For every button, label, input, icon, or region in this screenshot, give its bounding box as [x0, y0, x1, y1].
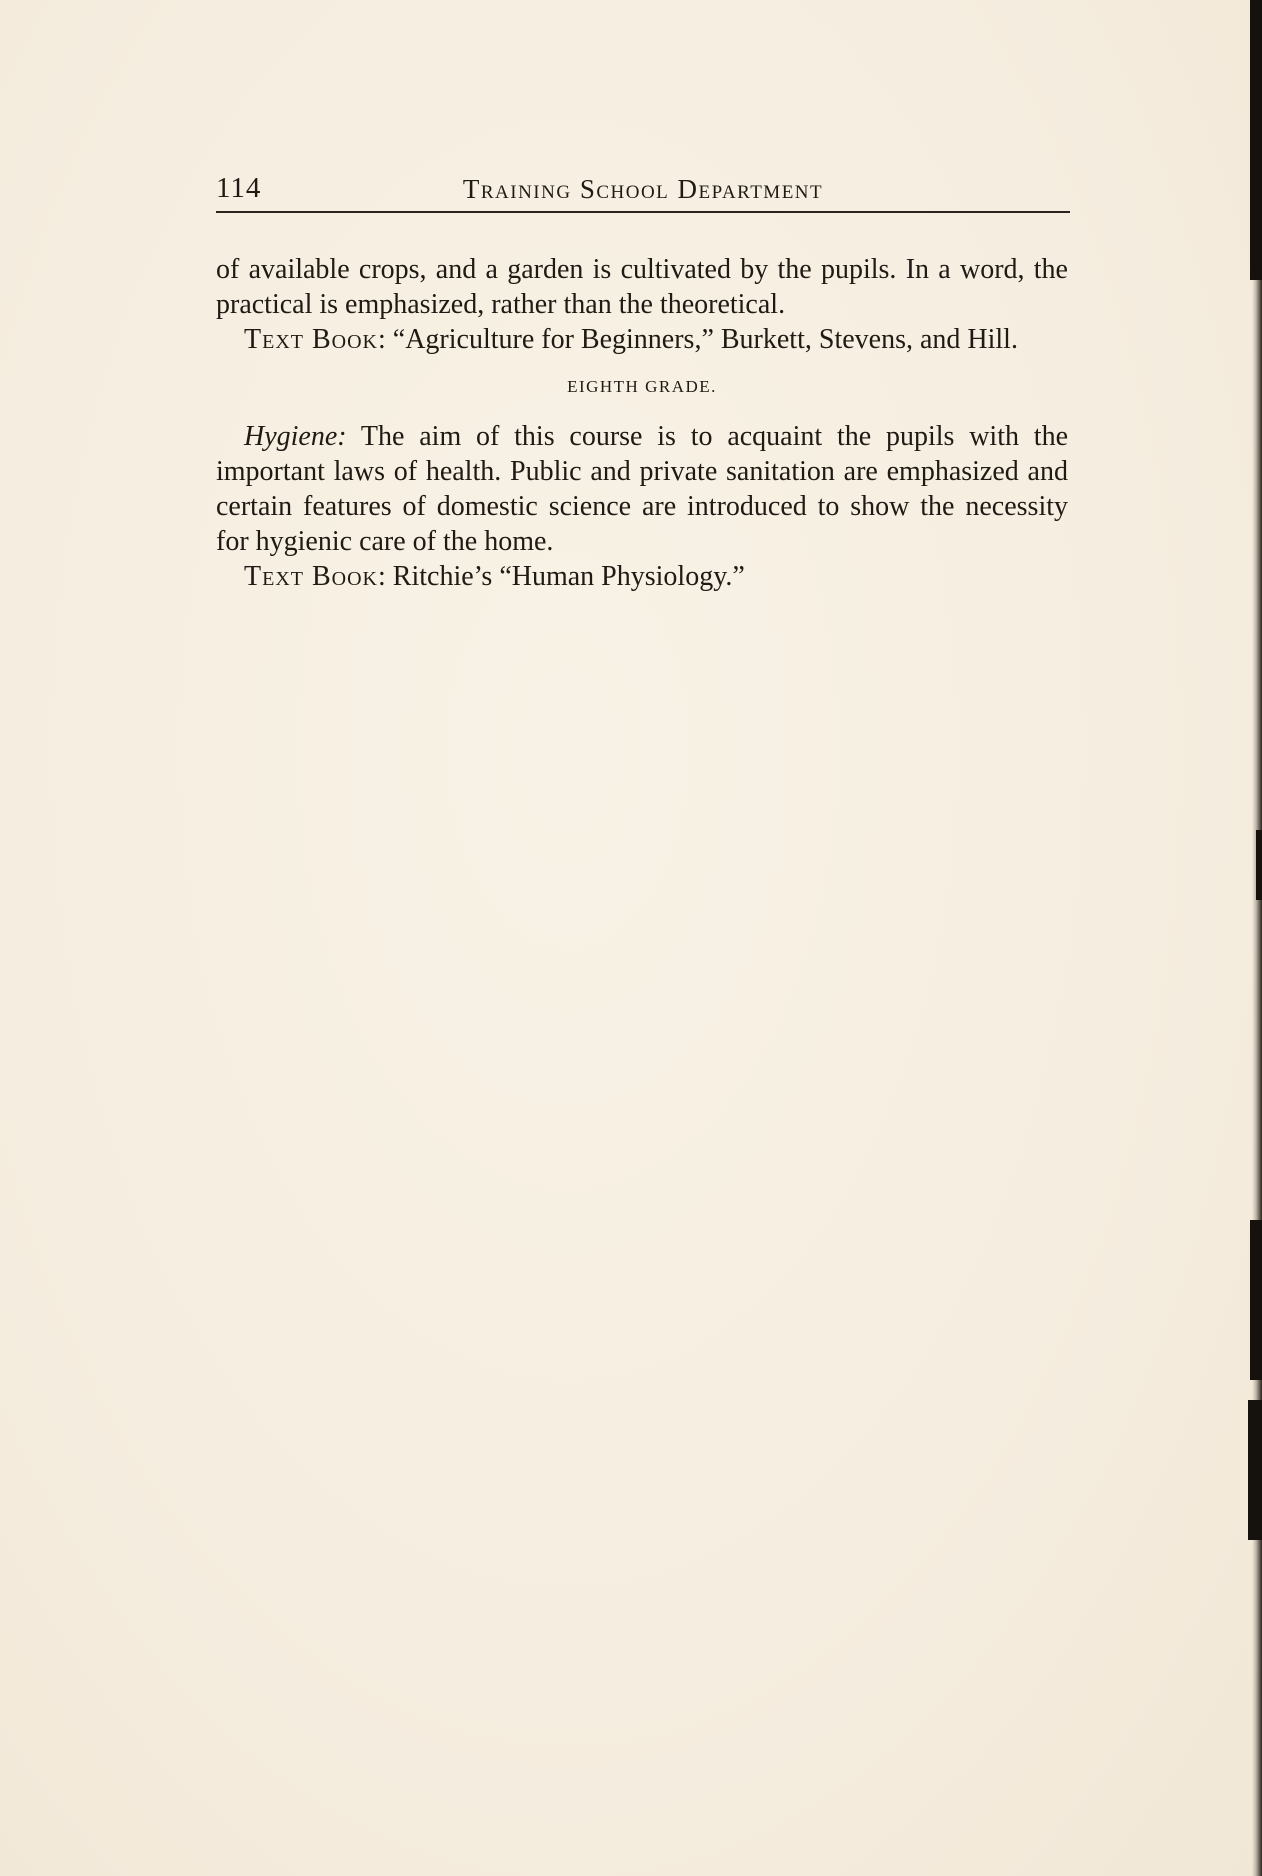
edge-mark	[1256, 830, 1262, 900]
text-book-label: Text Book	[244, 561, 378, 592]
paragraph-textbook-agriculture	[216, 322, 1068, 357]
hygiene-text: The aim of this course is to acquaint the pupils with the important laws of health. Public and private sanitation are emphasized and certain features of domestic science are introduced to show the necessity for hygienic care of the home.	[216, 421, 1068, 557]
grade-heading: EIGHTH GRADE.	[567, 377, 717, 396]
text-book-label: Text Book	[244, 324, 378, 355]
text-book-separator: :	[378, 561, 386, 592]
page-edge-shadow	[1252, 0, 1262, 1876]
text-book-separator: :	[378, 324, 386, 355]
paragraph-crops: of available crops, and a garden is cultivated by the pupils. In a word, the practical is emphasized, rather than the theoretical.	[216, 254, 1068, 320]
page-number: 114	[216, 172, 262, 204]
running-title: Training School Department	[462, 174, 824, 204]
hygiene-label: Hygiene:	[244, 421, 347, 452]
text-book-title: Ritchie’s “Human Physiology.”	[392, 561, 745, 592]
paragraph-textbook-physiology	[216, 559, 1068, 594]
edge-mark	[1250, 1220, 1262, 1380]
header-rule	[216, 211, 1070, 213]
text-book-title: “Agriculture for Beginners,” Burkett, Stevens, and Hill.	[392, 324, 1018, 355]
edge-mark	[1248, 1400, 1262, 1540]
edge-mark	[1250, 0, 1262, 280]
paragraph-hygiene	[216, 419, 1068, 559]
body-text	[216, 252, 1068, 594]
running-head	[216, 172, 1070, 212]
